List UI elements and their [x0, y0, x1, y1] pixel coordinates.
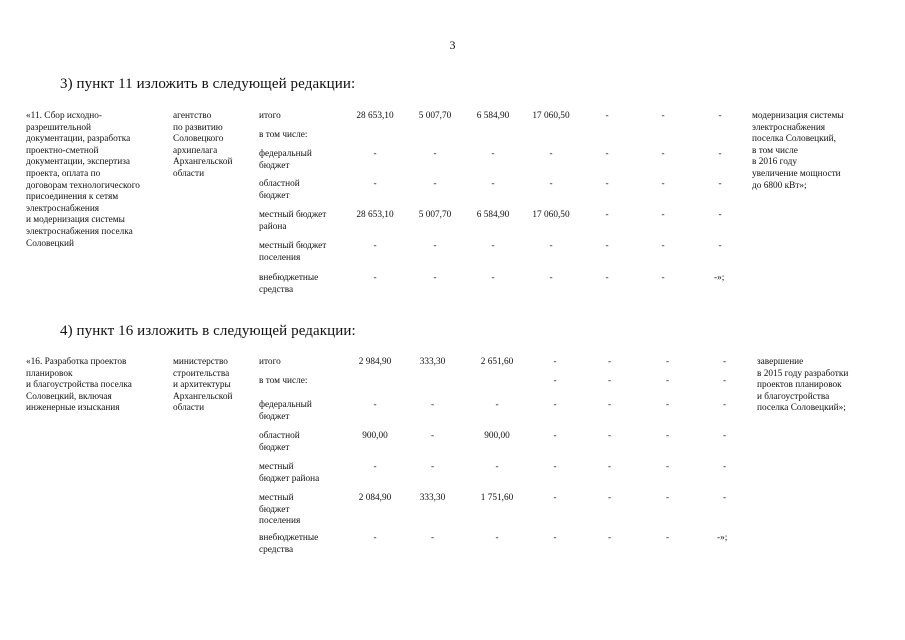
amount-cell: 900,00 [362, 431, 388, 441]
amount-cell: - [607, 431, 612, 441]
amount-cell: - [433, 179, 437, 189]
amount-cell: - [430, 400, 435, 410]
section-3-table [0, 111, 905, 311]
amount-cell: - [605, 210, 609, 220]
amount-cell: - [553, 400, 557, 410]
funding-source-label: местный бюджет поселения [259, 241, 327, 263]
amount-cell: - [605, 179, 609, 189]
amount-cell: - [665, 431, 670, 441]
amount-cell: - [665, 533, 670, 543]
amount-cell: - [373, 400, 377, 410]
funding-source-label: итого [259, 357, 281, 367]
amount-cell: - [722, 400, 727, 410]
amount-cell: - [495, 400, 499, 410]
executor: агентство по развитию Соловецкого архипелага Архангельской области [173, 111, 233, 179]
amount-cell: - [605, 241, 609, 251]
amount-cell: - [665, 357, 670, 367]
amount-cell: - [373, 462, 377, 472]
amount-cell: 17 060,50 [532, 210, 570, 220]
amount-cell: - [373, 273, 377, 283]
amount-cell: 333,30 [419, 357, 446, 367]
amount-cell: - [665, 462, 670, 472]
executor: министерство строительства и архитектуры Архангельской области [173, 357, 233, 414]
funding-source-label: местный бюджет района [259, 210, 327, 232]
amount-cell: - [605, 273, 609, 283]
funding-source-label: местный бюджет района [259, 462, 320, 484]
amount-cell: 6 584,90 [476, 210, 510, 220]
amount-cell: - [718, 149, 722, 159]
amount-cell: 17 060,50 [532, 111, 570, 121]
amount-cell: - [718, 111, 722, 121]
amount-cell: - [491, 149, 495, 159]
amount-cell: - [433, 241, 437, 251]
amount-cell: 2 984,90 [358, 357, 392, 367]
amount-cell: - [665, 493, 670, 503]
amount-cell: - [718, 241, 722, 251]
amount-cell: - [373, 179, 377, 189]
amount-cell: - [605, 111, 609, 121]
amount-cell: - [722, 462, 727, 472]
amount-cell: 2 651,60 [480, 357, 514, 367]
amount-cell: - [549, 241, 553, 251]
funding-source-label: областной бюджет [259, 179, 300, 201]
amount-cell: - [553, 493, 557, 503]
funding-source-label: в том числе: [259, 130, 308, 140]
amount-cell: 6 584,90 [476, 111, 510, 121]
closing-mark: -»; [717, 533, 728, 543]
amount-cell: - [661, 241, 665, 251]
amount-cell: 1 751,60 [480, 493, 514, 503]
amount-cell: - [430, 462, 435, 472]
amount-cell: 5 007,70 [418, 111, 452, 121]
amount-cell: - [549, 179, 553, 189]
amount-cell: - [722, 357, 727, 367]
funding-source-label: внебюджетные средства [259, 273, 319, 295]
funding-source-label: областной бюджет [259, 431, 300, 453]
amount-cell: - [722, 493, 727, 503]
amount-cell: - [607, 462, 612, 472]
amount-cell: - [373, 241, 377, 251]
funding-source-label: федеральный бюджет [259, 400, 312, 422]
amount-cell: - [661, 149, 665, 159]
amount-cell: - [433, 149, 437, 159]
amount-cell: - [665, 400, 670, 410]
amount-cell: - [607, 533, 612, 543]
section-3-heading: 3) пункт 11 изложить в следующей редакции: [60, 76, 356, 92]
item-name: «16. Разработка проектов планировок и благоустройства поселка Соловецкий, включая инженерные изыскания [26, 357, 132, 414]
amount-cell: - [605, 149, 609, 159]
funding-source-label: итого [259, 111, 281, 121]
amount-cell: - [373, 149, 377, 159]
section-4-heading: 4) пункт 16 изложить в следующей редакции: [60, 323, 356, 339]
expected-result: завершение в 2015 году разработки проектов планировок и благоустройства поселка Соловецкий»; [757, 357, 849, 414]
amount-cell: - [495, 462, 499, 472]
page-number: 3 [449, 38, 456, 52]
amount-cell: 5 007,70 [418, 210, 452, 220]
amount-cell: - [491, 241, 495, 251]
amount-cell: - [661, 111, 665, 121]
amount-cell: - [722, 376, 727, 386]
amount-cell: - [718, 179, 722, 189]
funding-source-label: в том числе: [259, 376, 308, 386]
amount-cell: - [607, 357, 612, 367]
amount-cell: 28 653,10 [356, 210, 394, 220]
amount-cell: - [373, 533, 377, 543]
amount-cell: - [549, 149, 553, 159]
amount-cell: - [430, 533, 435, 543]
amount-cell: - [553, 357, 557, 367]
funding-source-label: федеральный бюджет [259, 149, 312, 171]
section-4-table [0, 357, 905, 567]
amount-cell: - [491, 179, 495, 189]
amount-cell: - [607, 376, 612, 386]
amount-cell: - [553, 431, 557, 441]
item-name: «11. Сбор исходно- разрешительной документации, разработка проектно-сметной документации, экспертиза проекта, оплата по договорам технологического присоединения к сетям электроснабжения и модернизация системы электроснабжения поселка Соловецкий [26, 111, 140, 249]
amount-cell: - [553, 462, 557, 472]
amount-cell: - [491, 273, 495, 283]
amount-cell: 333,30 [419, 493, 446, 503]
amount-cell: 900,00 [484, 431, 510, 441]
amount-cell: - [661, 273, 665, 283]
amount-cell: - [549, 273, 553, 283]
amount-cell: - [661, 210, 665, 220]
amount-cell: - [722, 431, 727, 441]
amount-cell: 28 653,10 [356, 111, 394, 121]
amount-cell: - [553, 533, 557, 543]
amount-cell: - [661, 179, 665, 189]
expected-result: модернизация системы электроснабжения поселка Соловецкий, в том числе в 2016 году увеличение мощности до 6800 кВт»; [752, 111, 844, 191]
amount-cell: - [665, 376, 670, 386]
amount-cell: - [607, 493, 612, 503]
amount-cell: - [607, 400, 612, 410]
amount-cell: - [433, 273, 437, 283]
funding-source-label: местный бюджет поселения [259, 493, 301, 527]
funding-source-label: внебюджетные средства [259, 533, 319, 555]
amount-cell: - [495, 533, 499, 543]
closing-mark: -»; [714, 273, 725, 283]
amount-cell: - [553, 376, 557, 386]
amount-cell: - [430, 431, 435, 441]
amount-cell: 2 084,90 [358, 493, 392, 503]
amount-cell: - [718, 210, 722, 220]
